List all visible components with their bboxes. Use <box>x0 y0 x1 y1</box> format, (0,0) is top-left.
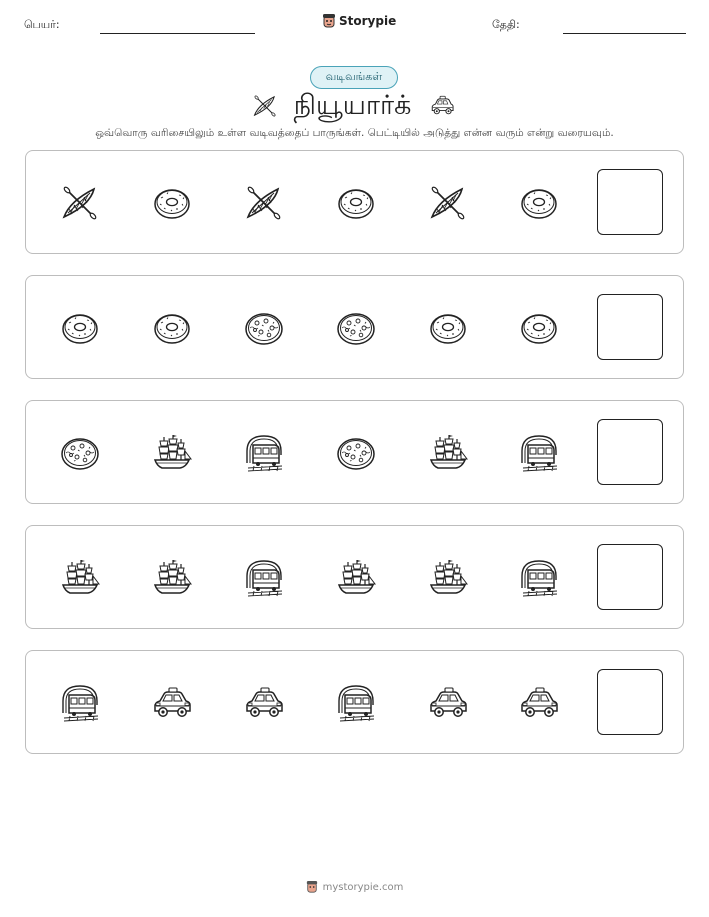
ship-icon <box>428 433 468 473</box>
row-4-item-3 <box>244 558 284 598</box>
kayak-icon <box>60 183 100 223</box>
row-2-item-6 <box>519 308 559 348</box>
donut-icon <box>336 183 376 223</box>
storypie-mascot-icon <box>322 13 336 29</box>
taxi-icon <box>519 683 559 723</box>
donut-icon <box>519 183 559 223</box>
category-badge: வடிவங்கள் <box>310 66 398 89</box>
row-4-item-5 <box>428 558 468 598</box>
train-icon <box>519 558 559 598</box>
answer-box-4[interactable] <box>597 544 663 610</box>
taxi-icon <box>152 683 192 723</box>
footer-site: mystorypie.com <box>322 881 404 893</box>
worksheet-title: நியூயார்க் <box>293 90 412 121</box>
answer-box-5[interactable] <box>597 669 663 735</box>
pattern-row-5 <box>25 650 684 754</box>
pattern-row-2 <box>25 275 684 379</box>
pizza-icon <box>60 433 100 473</box>
row-3-item-1 <box>60 433 100 473</box>
row-2-item-1 <box>60 308 100 348</box>
pattern-row-4 <box>25 525 684 629</box>
row-4-item-2 <box>152 558 192 598</box>
donut-icon <box>428 308 468 348</box>
donut-icon <box>60 308 100 348</box>
row-5-item-6 <box>519 683 559 723</box>
row-3-item-6 <box>519 433 559 473</box>
train-icon <box>519 433 559 473</box>
date-field[interactable] <box>563 33 686 34</box>
brand-name: Storypie <box>339 14 397 28</box>
donut-icon <box>152 308 192 348</box>
row-4-item-1 <box>60 558 100 598</box>
ship-icon <box>152 433 192 473</box>
row-1-item-6 <box>519 183 559 223</box>
row-5-item-2 <box>152 683 192 723</box>
row-1-item-3 <box>244 183 284 223</box>
row-5-item-1 <box>60 683 100 723</box>
donut-icon <box>519 308 559 348</box>
pattern-row-3 <box>25 400 684 504</box>
ship-icon <box>60 558 100 598</box>
answer-box-2[interactable] <box>597 294 663 360</box>
taxi-icon <box>244 683 284 723</box>
row-4-item-4 <box>336 558 376 598</box>
row-5-item-3 <box>244 683 284 723</box>
row-2-item-2 <box>152 308 192 348</box>
train-icon <box>336 683 376 723</box>
row-1-item-4 <box>336 183 376 223</box>
storypie-mascot-icon <box>306 880 318 894</box>
pizza-icon <box>244 308 284 348</box>
row-3-item-3 <box>244 433 284 473</box>
answer-box-3[interactable] <box>597 419 663 485</box>
date-label: தேதி: <box>492 18 520 31</box>
pizza-icon <box>336 433 376 473</box>
answer-box-1[interactable] <box>597 169 663 235</box>
name-label: பெயர்: <box>24 18 60 31</box>
pattern-row-1 <box>25 150 684 254</box>
row-3-item-2 <box>152 433 192 473</box>
ship-icon <box>336 558 376 598</box>
train-icon <box>244 558 284 598</box>
taxi-icon <box>425 93 459 119</box>
row-3-item-5 <box>428 433 468 473</box>
ship-icon <box>152 558 192 598</box>
train-icon <box>60 683 100 723</box>
row-1-item-2 <box>152 183 192 223</box>
row-4-item-6 <box>519 558 559 598</box>
row-1-item-1 <box>60 183 100 223</box>
name-field[interactable] <box>100 33 255 34</box>
row-2-item-5 <box>428 308 468 348</box>
kayak-icon <box>428 183 468 223</box>
taxi-icon <box>428 683 468 723</box>
train-icon <box>244 433 284 473</box>
row-3-item-4 <box>336 433 376 473</box>
row-5-item-5 <box>428 683 468 723</box>
donut-icon <box>152 183 192 223</box>
row-1-item-5 <box>428 183 468 223</box>
storypie-logo <box>322 13 396 29</box>
row-2-item-3 <box>244 308 284 348</box>
footer <box>0 880 709 894</box>
title-row <box>0 89 709 123</box>
kayak-icon <box>244 183 284 223</box>
row-2-item-4 <box>336 308 376 348</box>
pizza-icon <box>336 308 376 348</box>
kayak-icon <box>250 93 280 119</box>
ship-icon <box>428 558 468 598</box>
instruction-text: ஒவ்வொரு வரிசையிலும் உள்ள வடிவத்தைப் பாருங்கள். பெட்டியில் அடுத்து என்ன வரும் என்று வரையவும். <box>95 127 614 139</box>
row-5-item-4 <box>336 683 376 723</box>
